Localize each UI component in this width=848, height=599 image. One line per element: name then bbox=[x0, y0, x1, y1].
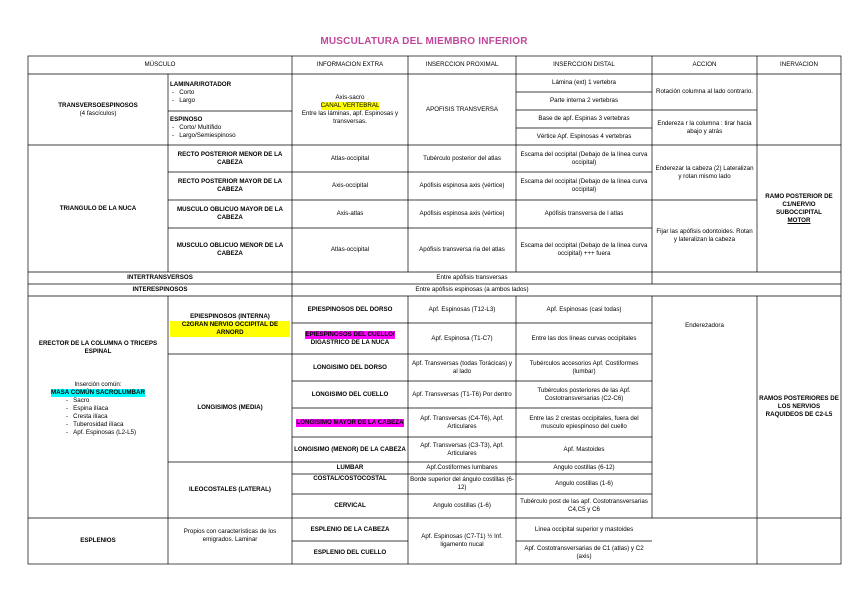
erector-proximal: Apf. Espinosas (T12-L3) bbox=[428, 305, 496, 313]
esplenios-extra: Propios con características de los emigrados. Laminar bbox=[183, 528, 277, 543]
nuca-distal: Escama del occipital (Debajo de la línea curva occipital) +++ fuera bbox=[520, 242, 648, 257]
insercion-item: - Tuberosidad ilíaca bbox=[66, 421, 136, 429]
ileocostales-name: ILEOCOSTALES (LATERAL) bbox=[189, 486, 271, 493]
erector-muscle: LUMBAR bbox=[336, 464, 364, 471]
erector-muscle-cell bbox=[292, 323, 408, 354]
intertransversos-desc: Entre apófisis transversas bbox=[436, 274, 508, 281]
esplenios-distal: Línea occipital superior y mastoides bbox=[534, 525, 634, 533]
longisimos-name: LONGISIMOS (MEDIA) bbox=[197, 404, 263, 411]
transverso-distal-row: Base de apf. Espinas 3 vertebras bbox=[538, 115, 630, 122]
insercion-item: - Cresta ilíaca bbox=[66, 413, 136, 421]
insercion-item: - Sacro bbox=[66, 397, 136, 405]
transverso-sub: (4 fascículos) bbox=[79, 109, 117, 117]
erector-proximal: Apf. Transversas (C4-T6), Apf. Articulares bbox=[420, 414, 504, 430]
nuca-accion-2: Fijar las apófisis odontoides. Rotan y lateralizan la cabeza bbox=[656, 228, 753, 243]
esplenios-muscle: ESPLENIO DE LA CABEZA bbox=[310, 525, 390, 533]
epiespinosos-name: EPIESPINOSOS (INTERNA) bbox=[190, 313, 270, 320]
erector-muscle: LONGISIMO DEL DORSO bbox=[313, 363, 387, 371]
erector-insercion-highlight: MASA COMÚN SACROLUMBAR bbox=[51, 389, 145, 396]
laminar-cell bbox=[168, 74, 292, 111]
erector-muscle-highlight: LONGISIMO MAYOR DE LA CABEZA bbox=[296, 418, 404, 426]
erector-muscle: COSTAL/COSTOCOSTAL bbox=[313, 475, 387, 482]
transverso-extra-1: Axis-sacro bbox=[335, 93, 365, 101]
nuca-inervacion-cell bbox=[757, 145, 841, 272]
erector-distal: Apf. Espinosas (casi todas) bbox=[546, 305, 622, 313]
header-accion: ACCION bbox=[692, 61, 717, 68]
interespinosos-name: INTERESPINOSOS bbox=[132, 286, 188, 293]
header-insercion-proximal: INSERCCION PROXIMAL bbox=[425, 61, 499, 68]
interespinosos-desc: Entre apófisis espinosas (a ambos lados) bbox=[415, 286, 529, 293]
erector-muscle-highlight: EPIESPINOSOS DEL CUELLO/ bbox=[305, 330, 395, 338]
nuca-extra: Atlas-occipital bbox=[330, 246, 370, 253]
espinoso-item: - Corto/ Multífido bbox=[172, 124, 236, 132]
insercion-item: - Apf. Espinosas (L2-L5) bbox=[66, 429, 136, 437]
intertransversos-name: INTERTRANSVERSOS bbox=[127, 274, 193, 281]
epiespinosos-highlight: C2GRAN NERVIO OCCIPITAL DE ARNORD bbox=[170, 321, 290, 337]
nuca-accion-1: Enderezar la cabeza (2) Lateralizan y rotan mismo lado bbox=[655, 164, 754, 180]
erector-proximal: Apf. Transversas (todas Torácicas) y al lado bbox=[412, 359, 512, 375]
transverso-extra-2: Entre las láminas, apf. Espinosas y transversas. bbox=[301, 109, 399, 125]
nuca-extra: Axis-occipital bbox=[331, 182, 369, 189]
erector-distal: Tubérculo post de las apf. Costotransversarias C4,C5 y C6 bbox=[520, 498, 648, 513]
esplenios-proximal: Apf. Espinosas (C7-T1) ½ Inf. ligamento nucal bbox=[421, 533, 503, 548]
erector-muscle: CERVICAL bbox=[334, 502, 366, 509]
header-insercion-distal: INSERCCION DISTAL bbox=[553, 61, 615, 68]
transverso-distal-row: Lámina (ext) 1 vertebra bbox=[552, 79, 616, 86]
header-informacion-extra: INFORMACION EXTRA bbox=[316, 61, 384, 68]
erector-inervacion: RAMOS POSTERIORES DE LOS NERVIOS RAQUIDEOS DE C2-L5 bbox=[759, 395, 839, 418]
nuca-proximal: Tubérculo posterior del atlas bbox=[423, 154, 501, 162]
laminar-title: LAMINAR/ROTADOR bbox=[170, 80, 232, 88]
transverso-name: TRANSVERSOESPINOSOS bbox=[58, 101, 138, 109]
nuca-muscle: RECTO POSTERIOR MAYOR DE LA CABEZA bbox=[177, 178, 283, 193]
erector-muscle: LONGISIMO DEL CUELLO bbox=[311, 390, 389, 398]
nuca-proximal: Apófisis espinosa axis (vértice) bbox=[419, 182, 505, 189]
epiespinosos-cell bbox=[168, 296, 292, 354]
erector-proximal: Borde superior del ángulo costillas (6-12) bbox=[410, 476, 514, 491]
esplenios-muscle: ESPLENIO DEL CUELLO bbox=[313, 548, 387, 556]
esplenios-name: ESPLENIOS bbox=[80, 537, 116, 544]
erector-insercion-cell bbox=[28, 380, 168, 470]
erector-distal: Angulo costillas (6-12) bbox=[553, 464, 615, 471]
espinoso-item: - Largo/Semiespinoso bbox=[172, 132, 236, 140]
erector-distal: Entre las 2 crestas occipitales, fuera del musculo epiespinoso del cuello bbox=[529, 414, 639, 430]
erector-accion: Enderezadora bbox=[685, 322, 724, 329]
nuca-muscle: MUSCULO OBLICUO MENOR DE LA CABEZA bbox=[176, 242, 284, 257]
nuca-extra: Atlas-occipital bbox=[330, 154, 370, 162]
nuca-extra: Axis-atlas bbox=[336, 210, 364, 217]
transverso-proximal: APOFISIS TRANSVERSA bbox=[425, 105, 499, 113]
nuca-muscle: RECTO POSTERIOR MENOR DE LA CABEZA bbox=[177, 150, 283, 166]
espinoso-title: ESPINOSO bbox=[170, 116, 203, 123]
nuca-proximal: Apófisis transversa ria del atlas bbox=[419, 246, 505, 253]
laminar-item: - Corto bbox=[172, 89, 195, 97]
espinoso-cell bbox=[168, 111, 292, 145]
nuca-inervacion: RAMO POSTERIOR DE C1/NERVIO SUBOCCIPITAL bbox=[765, 192, 833, 216]
erector-proximal: Angulo costillas (1-6) bbox=[433, 502, 491, 509]
transverso-extra-highlight: CANAL VERTEBRAL bbox=[320, 101, 380, 109]
laminar-item: - Largo bbox=[172, 97, 195, 105]
erector-muscle: LONGISIMO (MENOR) DE LA CABEZA bbox=[294, 445, 406, 453]
transverso-distal-row: Parte interna 2 vertebras bbox=[549, 97, 619, 104]
erector-distal: Tubérculos accesorios Apf. Costiformes (lumbar) bbox=[529, 359, 639, 375]
erector-distal: Entre las dos líneas curvas occipitales bbox=[531, 334, 637, 342]
nuca-distal: Escama del occipital (Debajo de la línea curva occipital) bbox=[520, 150, 648, 166]
nuca-proximal: Apófisis espinosa axis (vértice) bbox=[419, 210, 505, 217]
nuca-distal: Apófisis transversa de l atlas bbox=[544, 210, 624, 217]
nuca-distal: Escama del occipital (Debajo de la línea curva occipital) bbox=[520, 178, 648, 193]
nuca-muscle: MUSCULO OBLICUO MAYOR DE LA CABEZA bbox=[177, 206, 283, 221]
erector-proximal: Apf. Espinosa (T1-C7) bbox=[431, 334, 493, 342]
erector-insercion-label: Inserción común: bbox=[74, 381, 122, 388]
nuca-name: TRIANGULO DE LA NUCA bbox=[59, 204, 137, 212]
transverso-accion-1: Rotación columna al lado contrario. bbox=[656, 88, 753, 95]
nuca-inervacion-motor: MOTOR bbox=[787, 216, 811, 224]
erector-muscle-cell bbox=[292, 408, 408, 437]
page-title: MUSCULATURA DEL MIEMBRO INFERIOR bbox=[320, 36, 528, 47]
erector-distal: Tubérculos posteriores de las Apf. Costotransversarias (C2-C6) bbox=[537, 386, 631, 402]
erector-distal: Apf. Mastoides bbox=[563, 445, 605, 453]
transverso-extra-cell bbox=[292, 74, 408, 145]
transverso-distal-row: Vértice Apf. Espinosas 4 vertebras bbox=[536, 132, 632, 140]
erector-proximal: Apf.Costiformes lumbares bbox=[426, 464, 498, 471]
erector-muscle: DIGASTRICO DE LA NUCA bbox=[310, 338, 390, 346]
erector-proximal: Apf. Transversas (C3-T3), Apf. Articulares bbox=[420, 441, 504, 457]
esplenios-distal: Apf. Costotransversarias de C1 (atlas) y C2 (axis) bbox=[524, 544, 644, 560]
header-inervacion: INERVACION bbox=[780, 61, 818, 68]
header-musculo: MÚSCULO bbox=[144, 61, 176, 68]
transverso-accion-2: Endereza r la columna : tirar hacia abajo y atrás bbox=[657, 119, 752, 135]
erector-muscle: EPIESPINOSOS DEL DORSO bbox=[307, 305, 393, 313]
erector-name: ERECTOR DE LA COLUMNA O TRICEPS ESPINAL bbox=[38, 340, 158, 355]
erector-proximal: Apf. Transversas (T1-T6) Por dentro bbox=[412, 390, 512, 398]
transverso-name-cell bbox=[28, 74, 168, 145]
insercion-item: - Espina ilíaca bbox=[66, 405, 136, 413]
erector-distal: Angulo costillas (1-6) bbox=[555, 480, 613, 487]
